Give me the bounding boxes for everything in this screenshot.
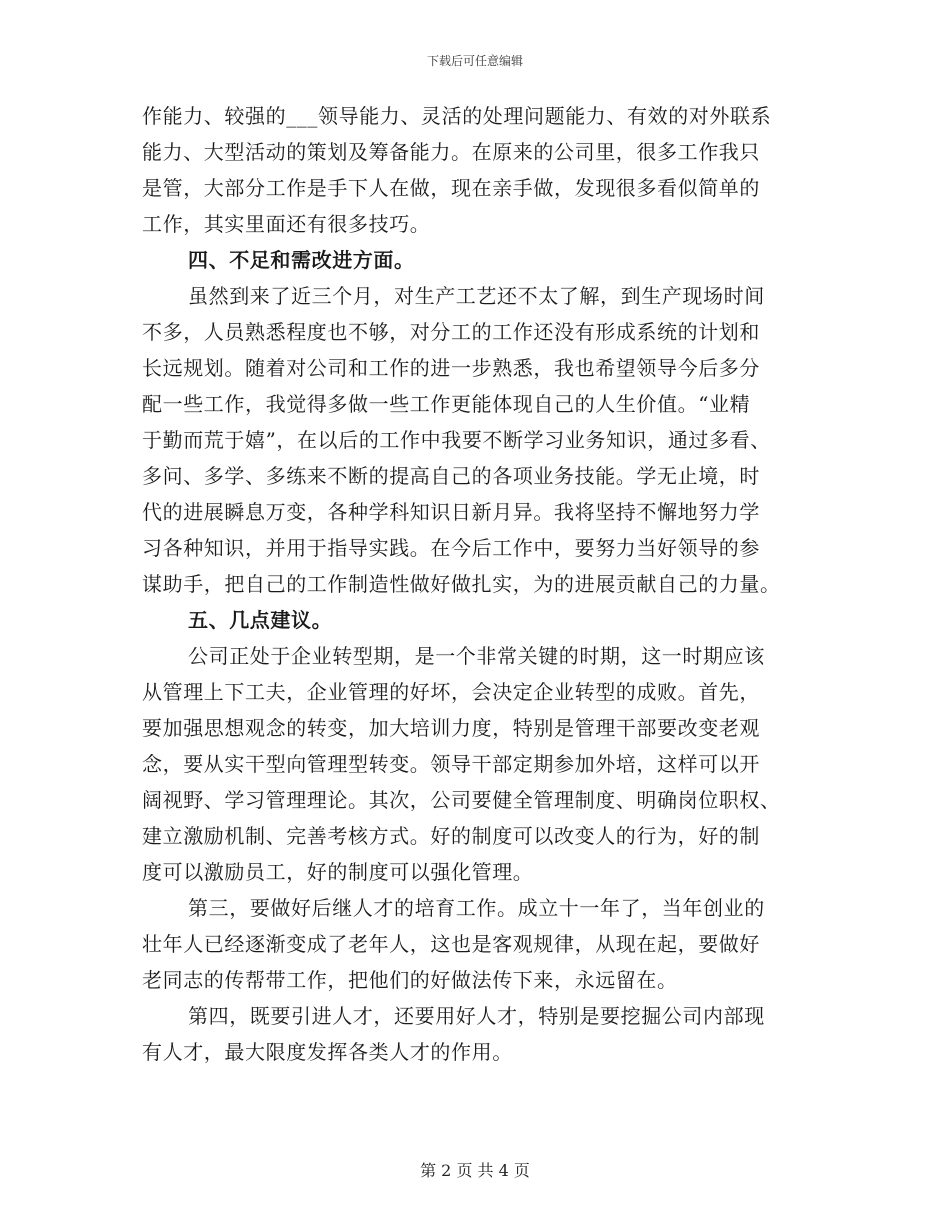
- document-body: [142, 98, 812, 1070]
- text-line: 公司正处于企业转型期，是一个非常关键的时期，这一时期应该: [188, 644, 765, 668]
- section-heading: 四、不足和需改进方面。: [188, 248, 415, 272]
- text-line: 壮年人已经逐渐变成了老年人，这也是客观规律，从现在起，要做好: [142, 932, 760, 956]
- text-line: 长远规划。随着对公司和工作的进一步熟悉，我也希望领导今后多分: [142, 356, 760, 380]
- text-line: 不多，人员熟悉程度也不够，对分工的工作还没有形成系统的计划和: [142, 320, 760, 344]
- text-line: 从管理上下工夫，企业管理的好坏，会决定企业转型的成败。首先，: [142, 680, 760, 704]
- text-line: 谋助手，把自己的工作制造性做好做扎实，为的进展贡献自己的力量。: [142, 572, 781, 596]
- text-line: 第三，要做好后继人才的培育工作。成立十一年了，当年创业的: [188, 896, 765, 920]
- text-line: 是管，大部分工作是手下人在做，现在亲手做，发现很多看似简单的: [142, 176, 760, 200]
- text-line: 有人才，最大限度发挥各类人才的作用。: [142, 1040, 513, 1064]
- text-line: 第四，既要引进人才，还要用好人才，特别是要挖掘公司内部现: [188, 1004, 765, 1028]
- text-line: 虽然到来了近三个月，对生产工艺还不太了解，到生产现场时间: [188, 284, 765, 308]
- text-line: 度可以激励员工，好的制度可以强化管理。: [142, 860, 534, 884]
- text-line: 多问、多学、多练来不断的提高自己的各项业务技能。学无止境，时: [142, 464, 760, 488]
- text-line: 习各种知识，并用于指导实践。在今后工作中，要努力当好领导的参: [142, 536, 760, 560]
- text-line: 建立激励机制、完善考核方式。好的制度可以改变人的行为，好的制: [142, 824, 760, 848]
- page-footer: 第 2 页 共 4 页: [420, 1161, 530, 1180]
- text-line: 要加强思想观念的转变，加大培训力度，特别是管理干部要改变老观: [142, 716, 760, 740]
- section-heading: 五、几点建议。: [188, 608, 333, 632]
- text-line: 老同志的传帮带工作，把他们的好做法传下来，永远留在。: [142, 968, 678, 992]
- text-line: 于勤而荒于嬉”，在以后的工作中我要不断学习业务知识，通过多看、: [142, 428, 771, 452]
- page-header: 下载后可任意编辑: [426, 54, 523, 68]
- text-line: 代的进展瞬息万变，各种学科知识日新月异。我将坚持不懈地努力学: [142, 500, 760, 524]
- text-line: 配一些工作，我觉得多做一些工作更能体现自己的人生价值。“业精: [142, 392, 751, 416]
- text-line: 作能力、较强的___领导能力、灵活的处理问题能力、有效的对外联系: [142, 104, 772, 128]
- text-line: 能力、大型活动的策划及筹备能力。在原来的公司里，很多工作我只: [142, 140, 760, 164]
- text-line: 念，要从实干型向管理型转变。领导干部定期参加外培，这样可以开: [142, 752, 760, 776]
- text-line: 阔视野、学习管理理论。其次，公司要健全管理制度、明确岗位职权、: [142, 788, 781, 812]
- text-line: 工作，其实里面还有很多技巧。: [142, 212, 431, 236]
